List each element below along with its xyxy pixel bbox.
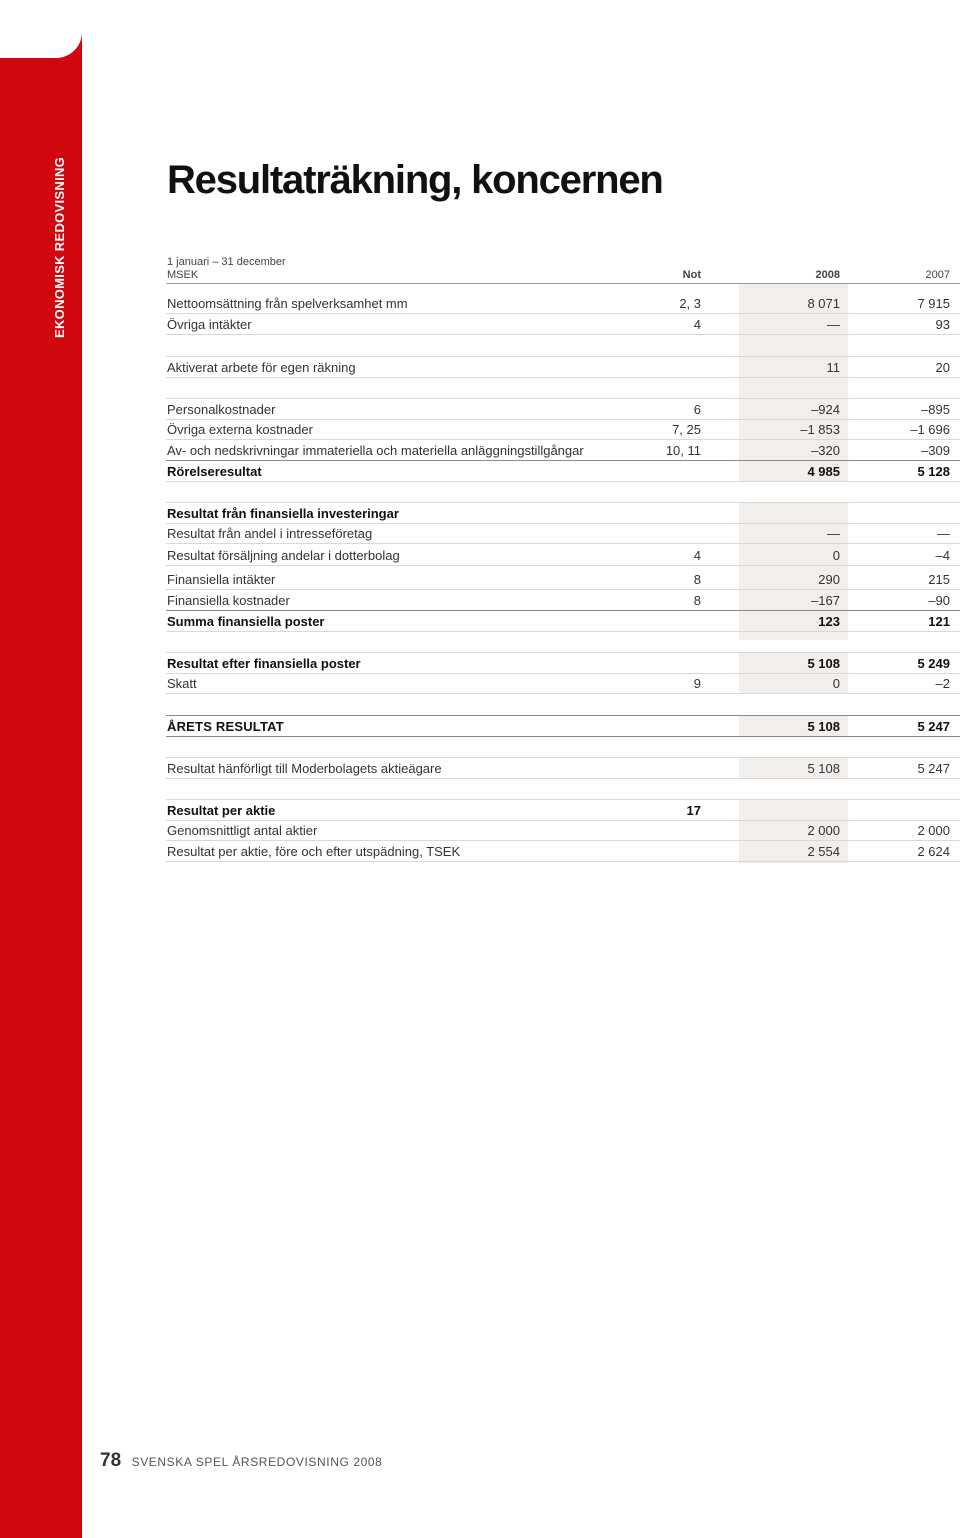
table-row (166, 673, 960, 694)
table-row (166, 757, 960, 779)
row-value-2007: –895 (921, 402, 950, 417)
row-label: Resultat per aktie, före och efter utspädning, TSEK (167, 844, 461, 859)
table-section-heading (166, 799, 960, 821)
row-note: 6 (693, 402, 701, 417)
row-note: 2, 3 (679, 296, 701, 311)
header-rule (166, 283, 960, 284)
row-value-2008: — (827, 317, 840, 332)
row-label: Personalkostnader (167, 402, 276, 417)
row-note: 4 (693, 548, 701, 563)
row-note: 9 (693, 676, 701, 691)
row-value-2008: 5 108 (807, 761, 840, 776)
row-label: Resultat per aktie (167, 803, 276, 818)
row-label: Finansiella intäkter (167, 572, 276, 587)
row-value-2008: 4 985 (807, 464, 840, 479)
row-label: ÅRETS RESULTAT (167, 719, 284, 734)
row-value-2008: 11 (826, 360, 840, 375)
table-row (166, 569, 960, 590)
row-value-2007: 215 (928, 572, 950, 587)
row-value-2007: 7 915 (917, 296, 950, 311)
table-row (166, 314, 960, 335)
row-note: 4 (693, 317, 701, 332)
row-label: Skatt (167, 676, 197, 691)
row-note: 17 (686, 803, 701, 818)
publication-name: SVENSKA SPEL ÅRSREDOVISNING 2008 (131, 1455, 383, 1469)
row-value-2007: –2 (935, 676, 950, 691)
table-row (166, 820, 960, 841)
table-section-heading (166, 502, 960, 524)
row-value-2007: 20 (935, 360, 950, 375)
row-label: Resultat försäljning andelar i dotterbolag (167, 548, 400, 563)
row-value-2007: –1 696 (910, 422, 950, 437)
row-value-2008: — (827, 526, 840, 541)
table-row (166, 545, 960, 566)
table-row-subtotal (166, 611, 960, 632)
row-value-2007: 2 000 (917, 823, 950, 838)
row-label: Summa finansiella poster (167, 614, 325, 629)
row-label: Resultat från finansiella investeringar (167, 506, 399, 521)
sidebar (0, 0, 82, 1538)
row-value-2007: 121 (928, 614, 950, 629)
row-label: Resultat efter finansiella poster (167, 656, 361, 671)
row-value-2008: –1 853 (800, 422, 840, 437)
row-value-2007: 5 247 (917, 719, 950, 734)
row-note: 10, 11 (665, 443, 701, 458)
table-row-subtotal (166, 652, 960, 674)
row-value-2008: 2 000 (807, 823, 840, 838)
row-value-2008: 2 554 (807, 844, 840, 859)
row-value-2008: 5 108 (807, 656, 840, 671)
row-value-2007: — (937, 526, 950, 541)
column-header-2007: 2007 (925, 269, 950, 281)
row-value-2008: 0 (832, 676, 840, 691)
row-value-2007: 2 624 (917, 844, 950, 859)
row-value-2008: –320 (811, 443, 840, 458)
table-row-total (166, 715, 960, 737)
section-label: EKONOMISK REDOVISNING (52, 156, 67, 338)
table-row (166, 419, 960, 440)
table-row (166, 590, 960, 611)
row-value-2008: 0 (832, 548, 840, 563)
row-value-2007: 5 249 (917, 656, 950, 671)
page-footer (100, 1450, 382, 1472)
row-value-2008: 5 108 (807, 719, 840, 734)
table-row (166, 356, 960, 378)
row-label: Resultat hänförligt till Moderbolagets aktieägare (167, 761, 442, 776)
row-value-2007: –4 (935, 548, 950, 563)
sidebar-tab-notch (0, 0, 82, 58)
row-label: Finansiella kostnader (167, 593, 290, 608)
row-label: Genomsnittligt antal aktier (167, 823, 318, 838)
row-value-2008: –924 (811, 402, 840, 417)
row-label: Övriga externa kostnader (167, 422, 313, 437)
table-row (166, 293, 960, 314)
row-value-2007: 93 (935, 317, 950, 332)
row-note: 7, 25 (672, 422, 701, 437)
unit-label: MSEK (167, 269, 199, 281)
page-title: Resultaträkning, koncernen (167, 158, 663, 202)
table-row (166, 841, 960, 862)
row-label: Av- och nedskrivningar immateriella och materiella anläggningstillgångar (167, 443, 584, 458)
row-label: Nettoomsättning från spelverksamhet mm (167, 296, 408, 311)
period-label: 1 januari – 31 december (167, 256, 286, 268)
row-label: Resultat från andel i intresseföretag (167, 526, 373, 541)
table-row (166, 523, 960, 544)
income-statement-table (166, 0, 960, 870)
table-row-subtotal (166, 461, 960, 482)
row-value-2008: 8 071 (807, 296, 840, 311)
row-note: 8 (693, 593, 701, 608)
row-label: Rörelseresultat (167, 464, 262, 479)
row-value-2008: 290 (818, 572, 840, 587)
row-label: Övriga intäkter (167, 317, 252, 332)
row-value-2008: 123 (818, 614, 840, 629)
row-value-2007: –90 (928, 593, 950, 608)
column-header-note: Not (682, 269, 701, 281)
row-note: 8 (693, 572, 701, 587)
row-value-2007: 5 247 (917, 761, 950, 776)
row-value-2007: 5 128 (917, 464, 950, 479)
page-number: 78 (100, 1450, 122, 1471)
table-row (166, 440, 960, 461)
row-label: Aktiverat arbete för egen räkning (167, 360, 356, 375)
column-header-2008: 2008 (815, 269, 840, 281)
row-value-2007: –309 (921, 443, 950, 458)
row-value-2008: –167 (811, 593, 840, 608)
table-row (166, 398, 960, 420)
